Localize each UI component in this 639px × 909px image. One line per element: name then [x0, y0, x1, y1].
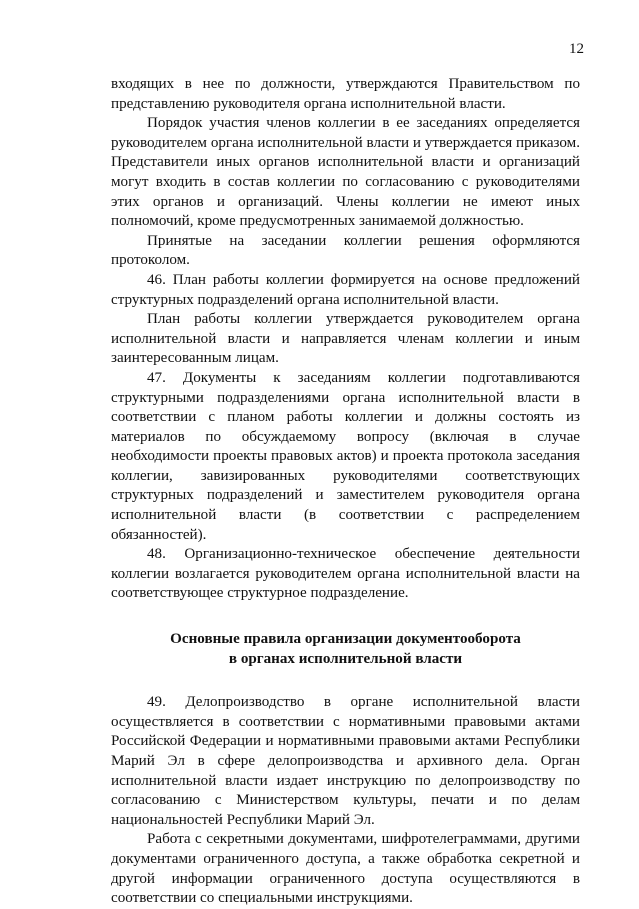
document-body	[111, 75, 580, 909]
paragraph-46: 46. План работы коллегии формируется на основе предложений структурных подразделений органа исполнительной власти.	[111, 271, 580, 308]
paragraph-collegium-decisions: Принятые на заседании коллегии решения оформляются протоколом.	[111, 232, 580, 269]
paragraph-49: 49. Делопроизводство в органе исполнительной власти осуществляется в соответствии с нормативными правовыми актами Российской Федерации и нормативными правовыми актами Республики Марий Эл в сфере делопроизводства и архивного дела. Орган исполнительной власти издает инструкцию по делопроизводству по согласованию с Министерством культуры, печати и по делам национальностей Республики Марий Эл.	[111, 694, 580, 828]
paragraph-48: 48. Организационно-техническое обеспечение деятельности коллегии возлагается руководителем органа исполнительной власти на соответствующее структурное подразделение.	[111, 546, 580, 602]
section-heading-line-1: Основные правила организации документооборота	[170, 631, 521, 648]
paragraph-continuation: входящих в нее по должности, утверждаются Правительством по представлению руководителя органа исполнительной власти.	[111, 76, 580, 112]
paragraph-collegium-participation: Порядок участия членов коллегии в ее заседаниях определяется руководителем органа исполнительной власти и утверждается приказом. Представители иных органов исполнительной власти и организаций могут входить в состав коллегии по согласованию с руководителями этих органов и организаций. Члены коллегии не имеют иных полномочий, кроме предусмотренных занимаемой должностью.	[111, 115, 580, 230]
paragraph-secret-documents: Работа с секретными документами, шифротелеграммами, другими документами ограниченного доступа, а также обработка секретной и другой информации ограниченного доступа осуществляются в соответствии со специальными инструкциями.	[111, 831, 580, 907]
section-heading	[111, 630, 580, 669]
paragraph-47: 47. Документы к заседаниям коллегии подготавливаются структурными подразделениями органа исполнительной власти в соответствии с планом работы коллегии и должны состоять из материалов по обсуждаемому вопросу (включая в случае необходимости проекты правовых актов) и проекта протокола заседания коллегии, завизированных руководителями соответствующих структурных подразделений и заместителем руководителя органа исполнительной власти (в соответствии с распределением обязанностей).	[111, 369, 580, 543]
paragraph-work-plan-approval: План работы коллегии утверждается руководителем органа исполнительной власти и направляется членам коллегии и иным заинтересованным лицам.	[111, 311, 580, 367]
page-number: 12	[569, 41, 584, 57]
section-heading-line-2: в органах исполнительной власти	[228, 650, 463, 667]
